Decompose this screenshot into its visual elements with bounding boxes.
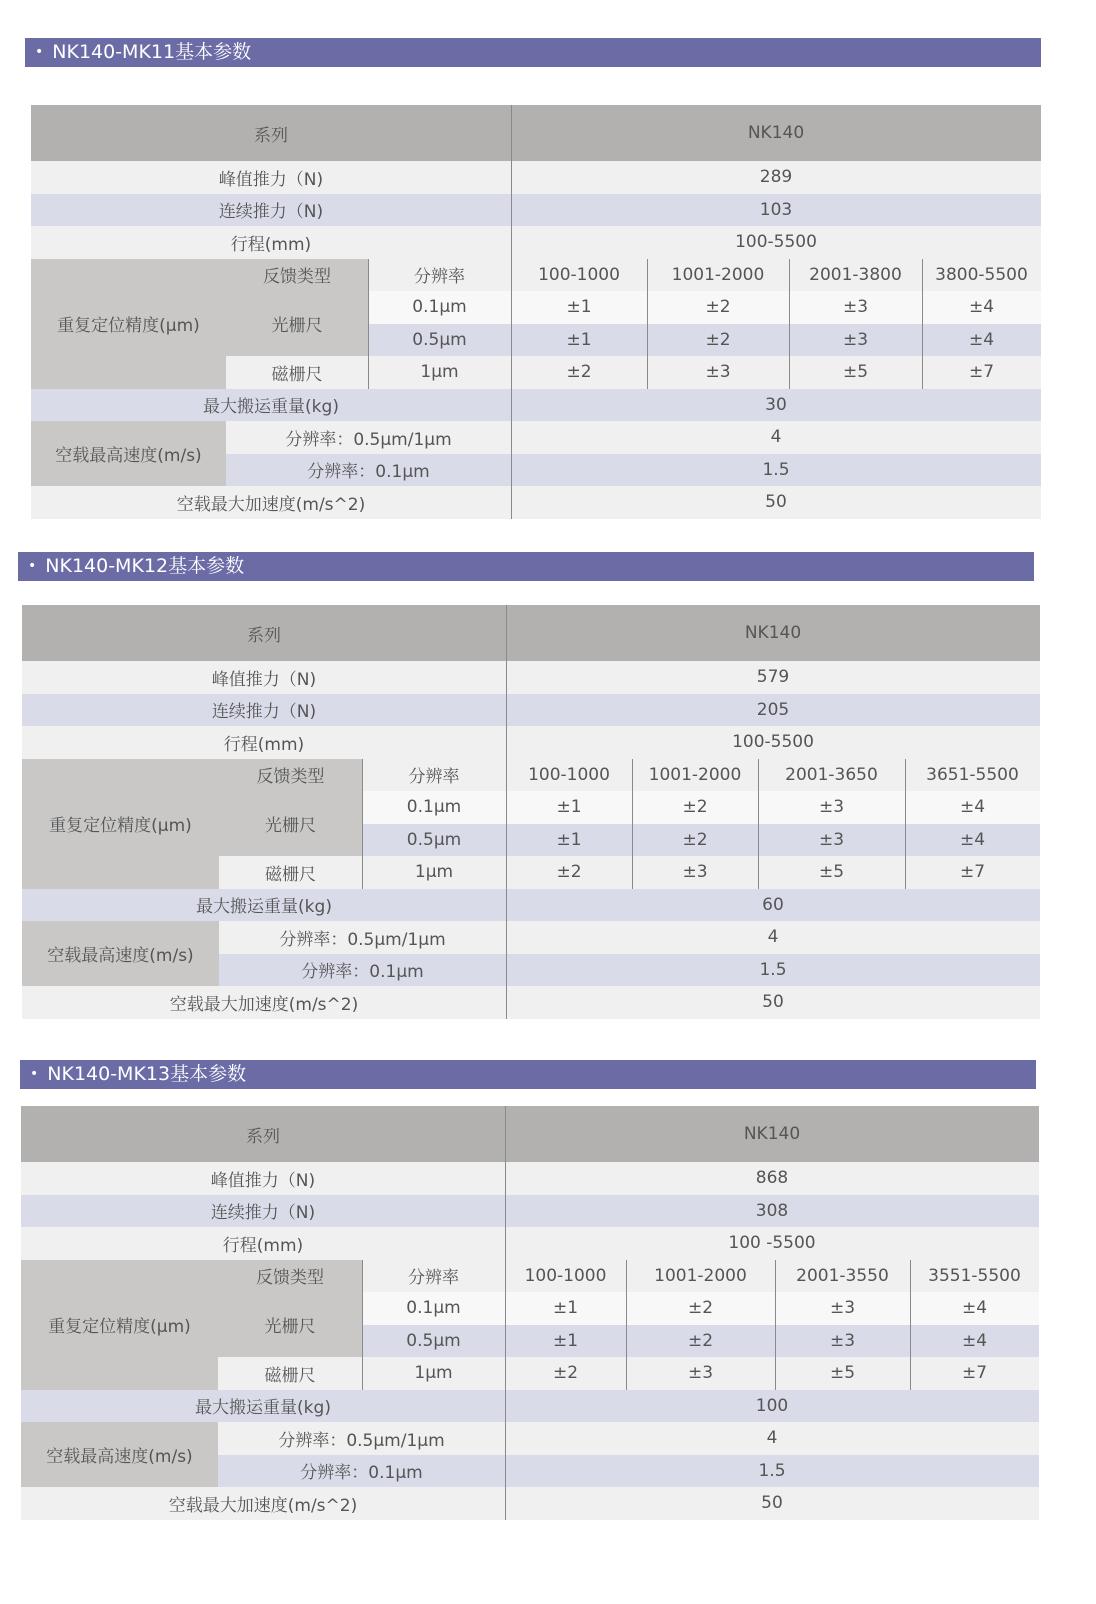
peak-value: 579 [506,661,1040,694]
speed-condition-label: 分辨率：0.1μm [218,1455,505,1488]
speed-condition-label: 分辨率：0.1μm [219,954,506,987]
accuracy-value: ±1 [506,824,632,857]
stroke-value: 100 -5500 [505,1227,1039,1260]
accuracy-value: ±4 [922,291,1041,324]
section-title-bar [20,1060,1036,1089]
resolution-header: 分辨率 [368,259,511,292]
resolution-header: 分辨率 [362,1260,505,1293]
accuracy-value: ±3 [647,356,789,389]
resolution-header: 分辨率 [362,759,506,792]
column-divider [775,1260,776,1390]
grating-scale-label: 光栅尺 [218,1292,362,1357]
magnetic-scale-label: 磁栅尺 [219,856,362,889]
accuracy-value: ±1 [511,291,647,324]
speed-value: 1.5 [511,454,1041,487]
feedback-type-label: 反馈类型 [226,259,368,292]
magnetic-scale-label: 磁栅尺 [226,356,368,389]
accuracy-value: ±4 [905,791,1040,824]
column-divider [758,759,759,889]
cont-label: 连续推力（N) [31,194,511,227]
stroke-range-header: 3551-5500 [910,1260,1039,1293]
bullet-icon: • [28,558,37,574]
section-title-bar [18,552,1034,581]
peak-label: 峰值推力（N) [22,661,506,694]
resolution-value: 0.1μm [362,1292,505,1325]
resolution-value: 0.5μm [362,824,506,857]
accuracy-value: ±3 [775,1325,910,1358]
peak-value: 289 [511,161,1041,194]
speed-condition-label: 分辨率：0.5μm/1μm [219,921,506,954]
accuracy-value: ±3 [775,1292,910,1325]
accuracy-value: ±3 [626,1357,775,1390]
accuracy-value: ±5 [775,1357,910,1390]
accuracy-value: ±1 [505,1292,626,1325]
accuracy-value: ±5 [758,856,905,889]
accuracy-value: ±2 [511,356,647,389]
resolution-value: 0.5μm [368,324,511,357]
series-value: NK140 [506,605,1040,661]
accuracy-value: ±1 [506,791,632,824]
column-divider [626,1260,627,1390]
stroke-range-header: 100-1000 [511,259,647,292]
column-divider [505,1106,506,1520]
max-load-value: 60 [506,889,1040,922]
stroke-range-header: 100-1000 [506,759,632,792]
max-accel-value: 50 [511,486,1041,519]
speed-value: 1.5 [505,1455,1039,1488]
accuracy-value: ±2 [647,291,789,324]
accuracy-value: ±3 [789,324,922,357]
column-divider [368,259,369,389]
series-value: NK140 [511,105,1041,161]
accuracy-value: ±4 [922,324,1041,357]
stroke-range-header: 1001-2000 [632,759,758,792]
resolution-value: 0.1μm [368,291,511,324]
stroke-value: 100-5500 [511,226,1041,259]
grating-scale-label: 光栅尺 [219,791,362,856]
resolution-value: 1μm [362,1357,505,1390]
max-speed-label: 空载最高速度(m/s) [22,921,219,986]
series-value: NK140 [505,1106,1039,1162]
max-accel-label: 空载最大加速度(m/s^2) [22,986,506,1019]
stroke-range-header: 2001-3650 [758,759,905,792]
section-title: NK140-MK12基本参数 [45,555,245,577]
cont-value: 103 [511,194,1041,227]
max-load-label: 最大搬运重量(kg) [31,389,511,422]
column-divider [647,259,648,389]
accuracy-value: ±2 [647,324,789,357]
max-accel-value: 50 [506,986,1040,1019]
speed-value: 4 [506,921,1040,954]
stroke-range-header: 1001-2000 [626,1260,775,1293]
max-accel-label: 空载最大加速度(m/s^2) [21,1487,505,1520]
stroke-label: 行程(mm) [21,1227,505,1260]
stroke-value: 100-5500 [506,726,1040,759]
accuracy-value: ±7 [905,856,1040,889]
series-label: 系列 [22,605,506,661]
max-speed-label: 空载最高速度(m/s) [31,421,226,486]
resolution-value: 0.1μm [362,791,506,824]
section-title: NK140-MK11基本参数 [52,41,252,63]
accuracy-value: ±2 [626,1325,775,1358]
stroke-range-header: 100-1000 [505,1260,626,1293]
max-accel-value: 50 [505,1487,1039,1520]
speed-value: 4 [511,421,1041,454]
accuracy-value: ±2 [632,791,758,824]
feedback-type-label: 反馈类型 [218,1260,362,1293]
accuracy-value: ±2 [626,1292,775,1325]
stroke-range-header: 2001-3550 [775,1260,910,1293]
column-divider [905,759,906,889]
bullet-icon: • [30,1066,39,1082]
accuracy-value: ±3 [758,791,905,824]
resolution-value: 1μm [368,356,511,389]
accuracy-value: ±4 [910,1292,1039,1325]
stroke-range-header: 3651-5500 [905,759,1040,792]
peak-label: 峰值推力（N) [21,1162,505,1195]
stroke-range-header: 2001-3800 [789,259,922,292]
accuracy-value: ±2 [505,1357,626,1390]
series-label: 系列 [21,1106,505,1162]
magnetic-scale-label: 磁栅尺 [218,1357,362,1390]
max-speed-label: 空载最高速度(m/s) [21,1422,218,1487]
speed-condition-label: 分辨率：0.5μm/1μm [226,421,511,454]
column-divider [506,605,507,1019]
accuracy-value: ±1 [505,1325,626,1358]
repeat-accuracy-label: 重复定位精度(μm) [21,1260,218,1390]
repeat-accuracy-label: 重复定位精度(μm) [31,259,226,389]
column-divider [362,1260,363,1390]
bullet-icon: • [35,44,44,60]
max-load-value: 30 [511,389,1041,422]
speed-condition-label: 分辨率：0.5μm/1μm [218,1422,505,1455]
accuracy-value: ±3 [789,291,922,324]
accuracy-value: ±7 [922,356,1041,389]
accuracy-value: ±2 [506,856,632,889]
column-divider [632,759,633,889]
accuracy-value: ±3 [758,824,905,857]
accuracy-value: ±5 [789,356,922,389]
section-title-bar [25,38,1041,67]
accuracy-value: ±2 [632,824,758,857]
stroke-range-header: 3800-5500 [922,259,1041,292]
speed-value: 4 [505,1422,1039,1455]
speed-condition-label: 分辨率：0.1μm [226,454,511,487]
feedback-type-label: 反馈类型 [219,759,362,792]
accuracy-value: ±1 [511,324,647,357]
accuracy-value: ±3 [632,856,758,889]
resolution-value: 0.5μm [362,1325,505,1358]
column-divider [910,1260,911,1390]
grating-scale-label: 光栅尺 [226,291,368,356]
stroke-label: 行程(mm) [22,726,506,759]
peak-label: 峰值推力（N) [31,161,511,194]
max-accel-label: 空载最大加速度(m/s^2) [31,486,511,519]
stroke-range-header: 1001-2000 [647,259,789,292]
column-divider [511,105,512,519]
accuracy-value: ±7 [910,1357,1039,1390]
accuracy-value: ±4 [905,824,1040,857]
stroke-label: 行程(mm) [31,226,511,259]
peak-value: 868 [505,1162,1039,1195]
resolution-value: 1μm [362,856,506,889]
max-load-label: 最大搬运重量(kg) [22,889,506,922]
cont-label: 连续推力（N) [21,1195,505,1228]
max-load-label: 最大搬运重量(kg) [21,1390,505,1423]
series-label: 系列 [31,105,511,161]
max-load-value: 100 [505,1390,1039,1423]
column-divider [922,259,923,389]
cont-label: 连续推力（N) [22,694,506,727]
column-divider [362,759,363,889]
column-divider [789,259,790,389]
cont-value: 205 [506,694,1040,727]
section-title: NK140-MK13基本参数 [47,1063,247,1085]
accuracy-value: ±4 [910,1325,1039,1358]
speed-value: 1.5 [506,954,1040,987]
cont-value: 308 [505,1195,1039,1228]
repeat-accuracy-label: 重复定位精度(μm) [22,759,219,889]
